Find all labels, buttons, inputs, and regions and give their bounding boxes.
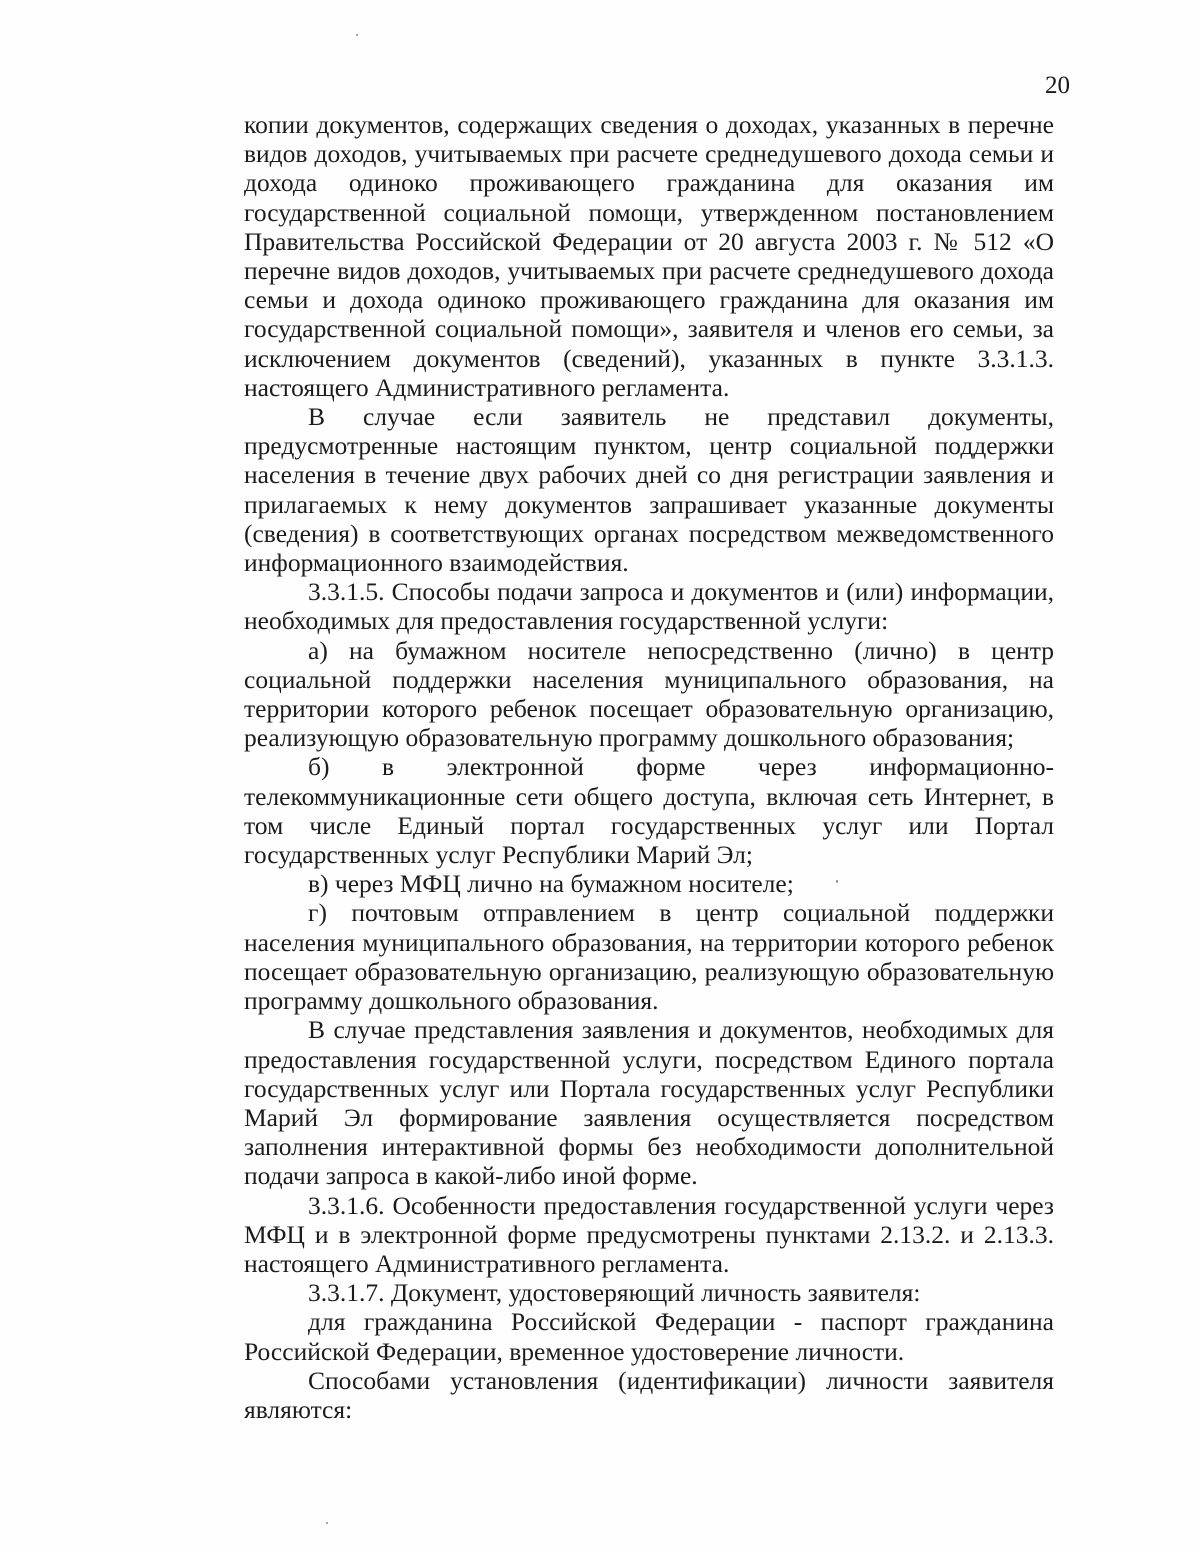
scan-speck	[326, 1522, 328, 1524]
paragraph-3-3-1-7: 3.3.1.7. Документ, удостоверяющий личность заявителя:	[308, 1278, 921, 1308]
paragraph-identification-methods: Способами установления (идентификации) личности заявителя являются:	[244, 1365, 1054, 1424]
list-item-v: в) через МФЦ лично на бумажном носителе;	[308, 869, 794, 899]
paragraph-missing-documents: В случае если заявитель не представил документы, предусмотренные настоящим пунктом, центр социальной поддержки населения в течение двух рабочих дней со дня регистрации заявления и прилагаемых к нему документов запрашивает указанные документы (сведения) в соответствующих органах посредством межведомственного информационного взаимодействия.	[244, 402, 1054, 578]
page-number: 20	[1045, 72, 1070, 99]
paragraph-passport: для гражданина Российской Федерации - паспорт гражданина Российской Федерации, временное удостоверение личности.	[244, 1307, 1054, 1366]
list-item-a: а) на бумажном носителе непосредственно (лично) в центр социальной поддержки населения муниципального образования, на территории которого ребенок посещает образовательную организацию, реализующую образовательную программу дошкольного образования;	[244, 635, 1054, 753]
paragraph-portal-submission: В случае представления заявления и документов, необходимых для предоставления государственной услуги, посредством Единого портала государственных услуг или Портала государственных услуг Республики Марий Эл формирование заявления осуществляется посредством заполнения интерактивной формы без необходимости дополнительной подачи запроса в какой-либо иной форме.	[244, 1015, 1054, 1191]
list-item-b: б) в электронной форме через информационно-телекоммуникационные сети общего доступа, включая сеть Интернет, в том числе Единый портал государственных услуг или Портал государственных услуг Республики Марий Эл;	[244, 752, 1054, 870]
paragraph-income-documents: копии документов, содержащих сведения о доходах, указанных в перечне видов доходов, учитываемых при расчете среднедушевого дохода семьи и дохода одиноко проживающего гражданина для оказания им государственной социальной помощи, утвержденном постановлением Правительства Российской Федерации от 20 августа 2003 г. № 512 «О перечне видов доходов, учитываемых при расчете среднедушевого дохода семьи и дохода одиноко проживающего гражданина для оказания им государственной социальной помощи», заявителя и членов его семьи, за исключением документов (сведений), указанных в пункте 3.3.1.3. настоящего Административного регламента.	[244, 110, 1054, 402]
paragraph-3-3-1-5: 3.3.1.5. Способы подачи запроса и документов и (или) информации, необходимых для предоставления государственной услуги:	[244, 577, 1054, 636]
scan-speck	[356, 34, 358, 36]
document-body	[244, 110, 1054, 1424]
paragraph-3-3-1-6: 3.3.1.6. Особенности предоставления государственной услуги через МФЦ и в электронной форме предусмотрены пунктами 2.13.2. и 2.13.3. настоящего Административного регламента.	[244, 1190, 1054, 1278]
list-item-g: г) почтовым отправлением в центр социальной поддержки населения муниципального образования, на территории которого ребенок посещает образовательную организацию, реализующую образовательную программу дошкольного образования.	[244, 898, 1054, 1016]
